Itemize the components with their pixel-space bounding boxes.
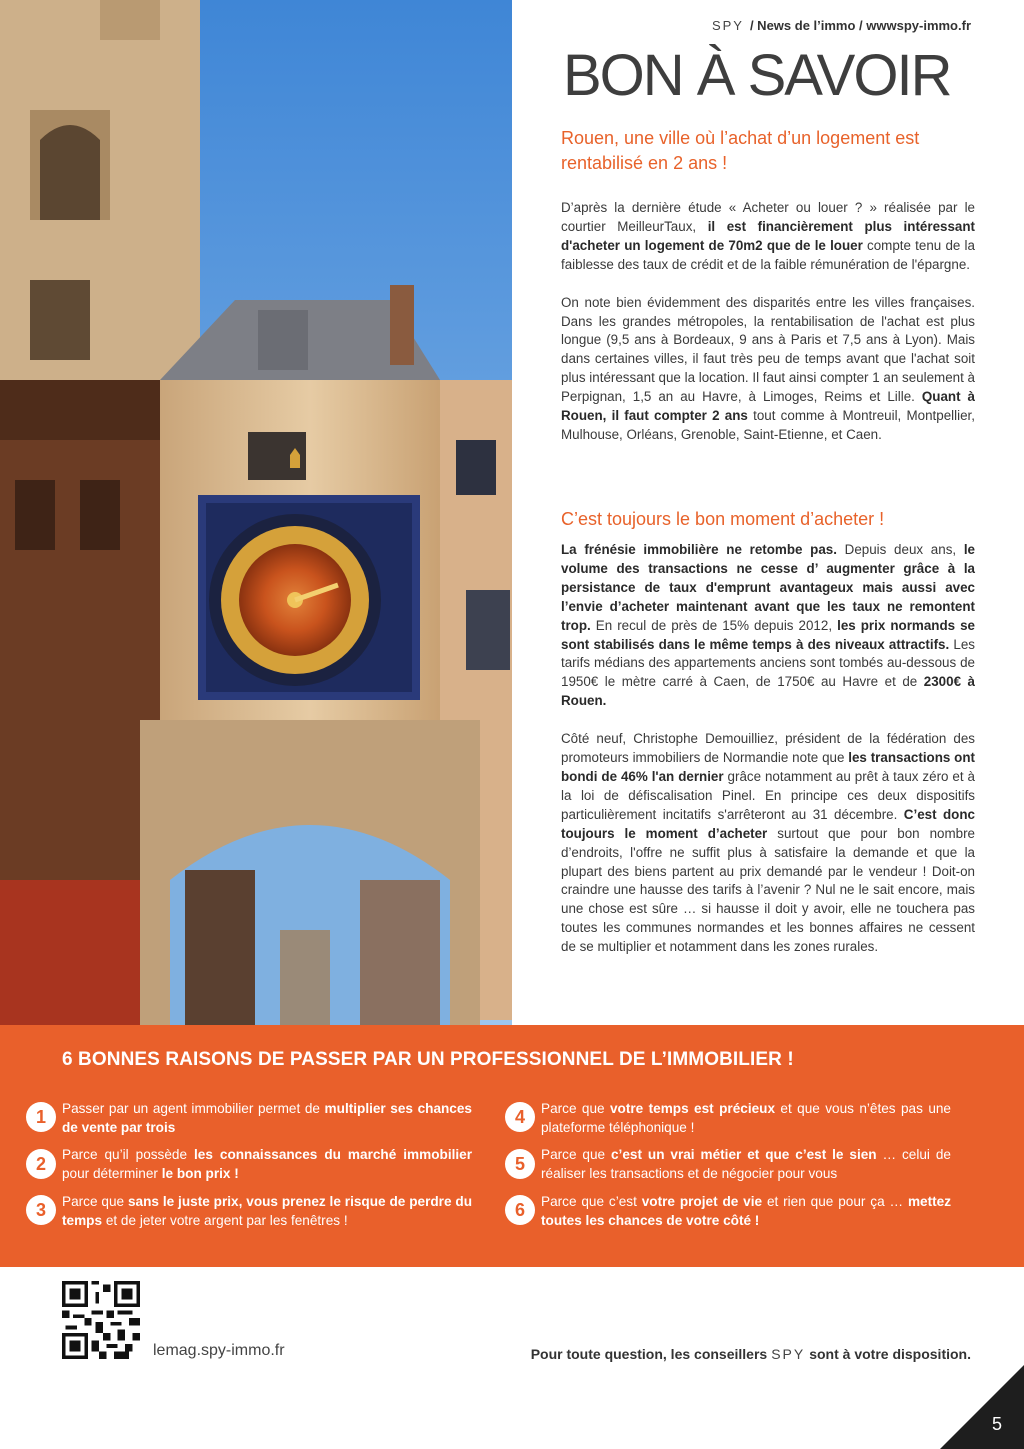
article1-paragraph1: D’après la dernière étude « Acheter ou louer ? » réalisée par le courtier MeilleurTaux, il est financièrement plus intéressant d'acheter un logement de 70m2 que de le louer compte tenu de la faiblesse des taux de crédit et de la faible rémunération de l'épargne.: [561, 200, 975, 272]
brand-logo-footer: SPY: [771, 1346, 806, 1362]
page-title: BON À SAVOIR: [563, 43, 951, 108]
reasons-title: 6 BONNES RAISONS DE PASSER PAR UN PROFESSIONNEL DE L’IMMOBILIER !: [62, 1049, 794, 1070]
qr-code[interactable]: [62, 1281, 140, 1359]
brand-logo: SPY: [711, 18, 744, 33]
reason-number-3: 3: [26, 1195, 56, 1225]
article1: [561, 126, 975, 445]
article2: [561, 507, 975, 957]
article2-paragraph1: La frénésie immobilière ne retombe pas. Depuis deux ans, le volume des transactions ne cesse d’ augmenter grâce à la persistance de taux d'emprunt avantageux mais aussi avec l’envie d’acheter maintenant avant que les taux ne remontent trop. En recul de près de 15% depuis 2012, les prix normands se sont stabilisés dans le même temps à des niveaux attractifs. Les tarifs médians des appartements anciens sont tombés au-dessous de 1950€ le mètre carré à Caen, de 1750€ au Havre et de 2300€ à Rouen.: [561, 542, 975, 709]
reason-1: Passer par un agent immobilier permet de multiplier ses chances de vente par trois: [62, 1101, 472, 1135]
article1-paragraph2: On note bien évidemment des disparités entre les villes françaises. Dans les grandes métropoles, la rentabilisation de l'achat est plus longue (9,5 ans à Bordeaux, 9 ans à Paris et 7,5 ans à Lyon). Mais dans certaines villes, il faut très peu de temps avant que l'achat soit plus intéressant que la location. Il faut ainsi compter 1 an seulement à Perpignan, 1,5 an au Havre, à Limoges, Reims et Lille. Quant à Rouen, il faut compter 2 ans tout comme à Montreuil, Montpellier, Mulhouse, Orléans, Grenoble, Saint-Etienne, et Caen.: [561, 294, 975, 442]
page-number: 5: [991, 1414, 1002, 1434]
article2-paragraph2: Côté neuf, Christophe Demouilliez, président de la fédération des promoteurs immobiliers de Normandie note que les transactions ont bondi de 46% l'an dernier grâce notamment au prêt à taux zéro et à la loi de défiscalisation Pinel. En principe ces deux dispositifs particulièrement incitatifs s'arrêteront au 31 décembre. C’est donc toujours le moment d’acheter surtout que pour bon nombre d’endroits, l'offre ne suffit plus à satisfaire la demande et que la plupart des biens partent au prix demandé par le vendeur ! Doit-on craindre une hausse des tarifs à l’avenir ? Nul ne le sait encore, mais une chose est sûre … si hausse il doit y avoir, elle ne touchera pas toutes les communes normandes et les bonnes affaires ne cessent de se multiplier et notamment dans les zones rurales.: [561, 731, 976, 955]
reason-number-5: 5: [505, 1149, 535, 1179]
reason-3: Parce que sans le juste prix, vous prenez le risque de perdre du temps et de jeter votre argent par les fenêtres !: [62, 1194, 473, 1228]
reason-number-4: 4: [505, 1102, 535, 1132]
header-breadcrumb: / News de l’immo / wwwspy-immo.fr: [749, 18, 971, 33]
reason-number-1: 1: [26, 1102, 56, 1132]
contact-line: Pour toute question, les conseillers SPY sont à votre disposition.: [530, 1346, 971, 1362]
rouen-gros-horloge-photo: [0, 0, 512, 1025]
reason-5: Parce que c’est un vrai métier et que c’est le sien … celui de réaliser les transactions et de négocier pour vous: [541, 1147, 951, 1181]
page-corner: [940, 1365, 1024, 1449]
article1-heading: Rouen, une ville où l’achat d’un logement est rentabilisé en 2 ans !: [561, 128, 920, 173]
reason-number-2: 2: [26, 1149, 56, 1179]
reason-2: Parce qu’il possède les connaissances du marché immobilier pour déterminer le bon prix !: [62, 1147, 472, 1181]
reason-number-6: 6: [505, 1195, 535, 1225]
reason-4: Parce que votre temps est précieux et que vous n’êtes pas une plateforme téléphonique !: [541, 1101, 951, 1135]
website-link[interactable]: lemag.spy-immo.fr: [153, 1342, 285, 1359]
reasons-band: [0, 1025, 1024, 1267]
article2-heading: C’est toujours le bon moment d’acheter !: [561, 509, 885, 529]
header-line: [712, 18, 971, 33]
reason-6: Parce que c’est votre projet de vie et rien que pour ça … mettez toutes les chances de votre côté !: [541, 1194, 952, 1228]
